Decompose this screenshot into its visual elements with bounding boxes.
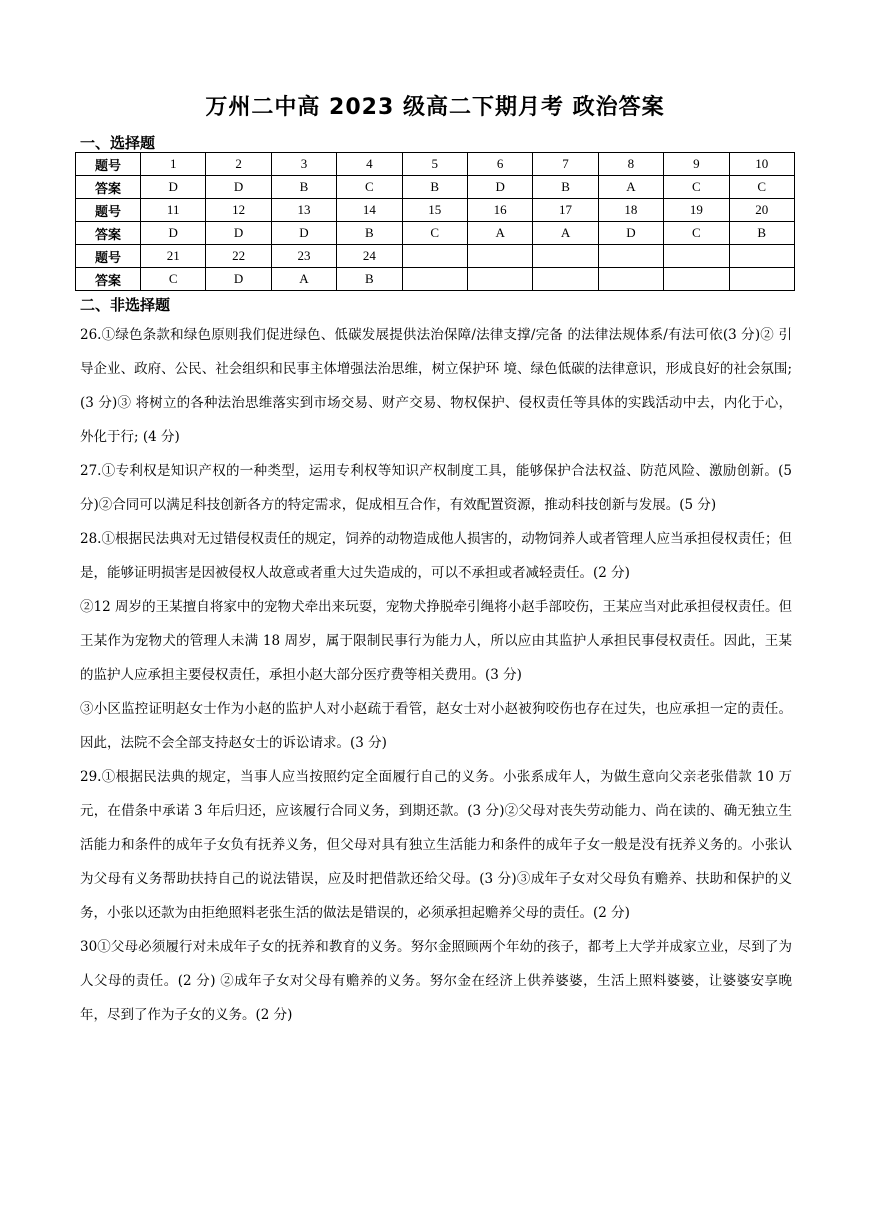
- table-cell: C: [141, 268, 206, 291]
- answer-table: [75, 152, 795, 291]
- table-cell: 7: [533, 153, 598, 176]
- table-cell: [664, 245, 729, 268]
- table-cell: B: [337, 268, 402, 291]
- table-cell: [598, 268, 663, 291]
- table-row: [76, 153, 795, 176]
- table-cell: [402, 268, 467, 291]
- table-cell: [664, 268, 729, 291]
- section-heading-multiple-choice: 一、选择题: [80, 134, 156, 152]
- table-cell: A: [271, 268, 336, 291]
- table-cell: 14: [337, 199, 402, 222]
- table-cell: B: [402, 176, 467, 199]
- table-cell: B: [729, 222, 794, 245]
- table-row: [76, 199, 795, 222]
- table-row: [76, 268, 795, 291]
- table-row-label: 答案: [76, 222, 141, 245]
- table-cell: B: [271, 176, 336, 199]
- table-cell: 16: [467, 199, 532, 222]
- table-row-label: 题号: [76, 245, 141, 268]
- table-cell: B: [337, 222, 402, 245]
- table-cell: D: [467, 176, 532, 199]
- table-cell: 17: [533, 199, 598, 222]
- table-cell: C: [402, 222, 467, 245]
- answer-q29: 29.①根据民法典的规定，当事人应当按照约定全面履行自己的义务。小张系成年人，为做生意向父亲老张借款 10 万元，在借条中承诺 3 年后归还，应该履行合同义务，到期还款。(3 分)②父母对丧失劳动能力、尚在读的、确无独立生活能力和条件的成年子女负有抚养义务，但父母对具有独立生活能力和条件的成年子女一般是没有抚养义务的。小张认为父母有义务帮助扶持自己的说法错误，应及时把借款还给父母。(3 分)③成年子女对父母负有赡养、扶助和保护的义务，小张以还款为由拒绝照料老张生活的做法是错误的，必须承担起赡养父母的责任。(2 分): [80, 769, 792, 921]
- table-cell: 9: [664, 153, 729, 176]
- table-cell: 18: [598, 199, 663, 222]
- table-cell: A: [598, 176, 663, 199]
- table-cell: 21: [141, 245, 206, 268]
- table-cell: 15: [402, 199, 467, 222]
- table-cell: C: [337, 176, 402, 199]
- table-cell: D: [141, 222, 206, 245]
- table-cell: 3: [271, 153, 336, 176]
- answer-q26: 26.①绿色条款和绿色原则我们促进绿色、低碳发展提供法治保障/法律支撑/完备 的法律法规体系/有法可依(3 分)② 引导企业、政府、公民、社会组织和民事主体增强法治思维，树立保护环 境、绿色低碳的法律意识，形成良好的社会氛围; (3 分)③ 将树立的各种法治思维落实到市场交易、财产交易、物权保护、侵权责任等具体的实践活动中去，内化于心，外化于行; (4 分): [80, 327, 792, 445]
- answer-q28-part3: ③小区监控证明赵女士作为小赵的监护人对小赵疏于看管，赵女士对小赵被狗咬伤也存在过失，也应承担一定的责任。因此，法院不会全部支持赵女士的诉讼请求。(3 分): [80, 701, 792, 751]
- table-cell: D: [206, 268, 271, 291]
- table-cell: D: [271, 222, 336, 245]
- table-cell: C: [664, 222, 729, 245]
- table-cell: 13: [271, 199, 336, 222]
- table-row-label: 答案: [76, 268, 141, 291]
- table-cell: A: [533, 222, 598, 245]
- answer-q27: 27.①专利权是知识产权的一种类型，运用专利权等知识产权制度工具，能够保护合法权益、防范风险、激励创新。(5 分)②合同可以满足科技创新各方的特定需求，促成相互合作，有效配置资源，推动科技创新与发展。(5 分): [80, 463, 792, 513]
- table-cell: 8: [598, 153, 663, 176]
- table-cell: 4: [337, 153, 402, 176]
- table-cell: [729, 245, 794, 268]
- table-cell: B: [533, 176, 598, 199]
- table-cell: 1: [141, 153, 206, 176]
- table-cell: 20: [729, 199, 794, 222]
- table-cell: 10: [729, 153, 794, 176]
- table-row-label: 题号: [76, 199, 141, 222]
- table-cell: C: [729, 176, 794, 199]
- table-cell: A: [467, 222, 532, 245]
- table-cell: [533, 268, 598, 291]
- answer-q28-part1: 28.①根据民法典对无过错侵权责任的规定，饲养的动物造成他人损害的，动物饲养人或者管理人应当承担侵权责任；但是，能够证明损害是因被侵权人故意或者重大过失造成的，可以不承担或者减轻责任。(2 分): [80, 531, 792, 581]
- table-cell: 22: [206, 245, 271, 268]
- table-cell: D: [206, 222, 271, 245]
- table-row: [76, 176, 795, 199]
- table-cell: [729, 268, 794, 291]
- table-cell: [467, 245, 532, 268]
- table-cell: D: [141, 176, 206, 199]
- table-cell: D: [206, 176, 271, 199]
- table-row: [76, 222, 795, 245]
- table-cell: [533, 245, 598, 268]
- table-cell: [467, 268, 532, 291]
- table-cell: [598, 245, 663, 268]
- table-cell: 24: [337, 245, 402, 268]
- section-heading-non-multiple-choice: 二、非选择题: [80, 296, 171, 314]
- table-cell: [402, 245, 467, 268]
- answer-q30: 30①父母必须履行对未成年子女的抚养和教育的义务。努尔金照顾两个年幼的孩子，都考上大学并成家立业，尽到了为人父母的责任。(2 分) ②成年子女对父母有赡养的义务。努尔金在经济上供养婆婆，生活上照料婆婆，让婆婆安享晚年，尽到了作为子女的义务。(2 分): [80, 939, 792, 1023]
- table-cell: 19: [664, 199, 729, 222]
- table-row-label: 答案: [76, 176, 141, 199]
- table-cell: 11: [141, 199, 206, 222]
- table-cell: 6: [467, 153, 532, 176]
- table-cell: 5: [402, 153, 467, 176]
- table-cell: 23: [271, 245, 336, 268]
- table-cell: D: [598, 222, 663, 245]
- page-title: 万州二中高 2023 级高二下期月考 政治答案: [205, 95, 665, 120]
- table-row: [76, 245, 795, 268]
- table-cell: C: [664, 176, 729, 199]
- table-row-label: 题号: [76, 153, 141, 176]
- answer-q28-part2: ②12 周岁的王某擅自将家中的宠物犬牵出来玩耍，宠物犬挣脱牵引绳将小赵手部咬伤，王某应当对此承担侵权责任。但王某作为宠物犬的管理人未满 18 周岁，属于限制民事行为能力人，所以应由其监护人承担民事侵权责任。因此，王某的监护人应承担主要侵权责任，承担小赵大部分医疗费等相关费用。(3 分): [80, 599, 792, 683]
- written-answers: [80, 318, 792, 1032]
- table-cell: 2: [206, 153, 271, 176]
- table-cell: 12: [206, 199, 271, 222]
